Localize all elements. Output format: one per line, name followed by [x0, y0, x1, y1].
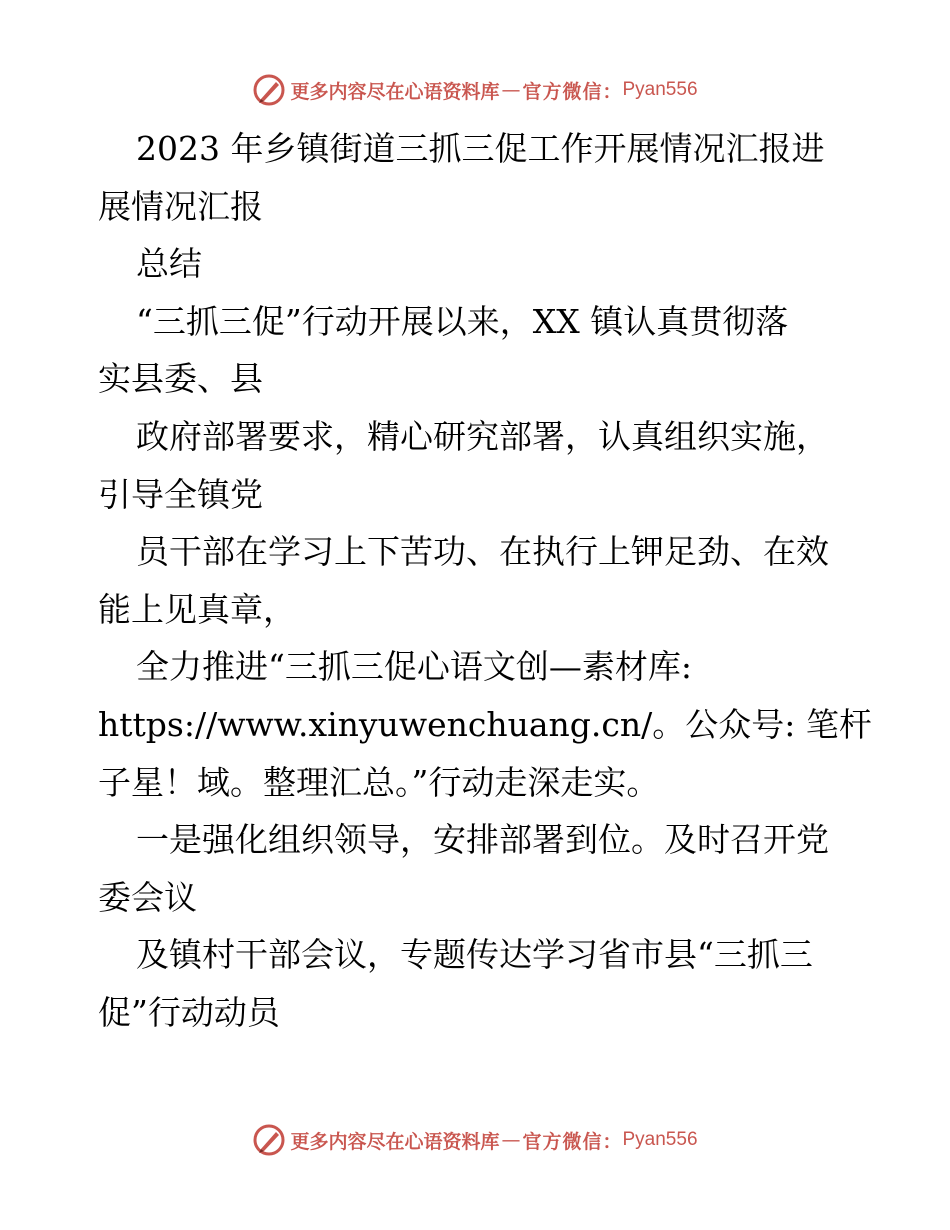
- banner-wechat-id: Pyan556: [622, 1129, 698, 1150]
- doc-line: 促”行动动员: [98, 992, 280, 1032]
- doc-line: 实县委、县: [98, 359, 263, 399]
- doc-line: 展情况汇报: [98, 186, 263, 226]
- doc-line: 能上见真章，: [98, 589, 296, 629]
- doc-line: “三抓三促”行动开展以来，XX 镇认真贯彻落: [136, 301, 789, 341]
- doc-line: 2023 年乡镇街道三抓三促工作开展情况汇报进: [136, 129, 825, 168]
- doc-line: 政府部署要求，精心研究部署，认真组织实施，: [136, 416, 829, 456]
- banner-label: 官方微信：: [522, 80, 623, 103]
- banner-separator: —: [501, 79, 521, 101]
- doc-line: 全力推进“三抓三促心语文创—素材库:: [136, 647, 692, 687]
- header-banner: [0, 70, 950, 110]
- banner-separator: —: [501, 1129, 521, 1151]
- pen-logo-icon: [252, 1123, 286, 1157]
- doc-line: 委会议: [98, 877, 197, 917]
- doc-line: 及镇村干部会议，专题传达学习省市县“三抓三: [136, 935, 813, 975]
- footer-banner: [0, 1120, 950, 1160]
- banner-text: 更多内容尽在心语资料库: [290, 1130, 500, 1153]
- doc-line: 总结: [136, 244, 202, 284]
- doc-line: 员干部在学习上下苦功、在执行上钾足劲、在效: [136, 532, 829, 572]
- banner-wechat-id: Pyan556: [622, 79, 698, 100]
- document-body: [98, 120, 872, 1042]
- doc-line: 引导全镇党: [98, 474, 263, 514]
- doc-line: 子星！域。整理汇总。”行动走深走实。: [98, 762, 660, 802]
- banner-label: 官方微信：: [522, 1130, 623, 1153]
- banner-text: 更多内容尽在心语资料库: [290, 80, 500, 103]
- doc-line: https://www.xinyuwenchuang.cn/。公众号: 笔杆: [98, 704, 872, 744]
- doc-line: 一是强化组织领导，安排部署到位。及时召开党: [136, 820, 829, 860]
- pen-logo-icon: [252, 73, 286, 107]
